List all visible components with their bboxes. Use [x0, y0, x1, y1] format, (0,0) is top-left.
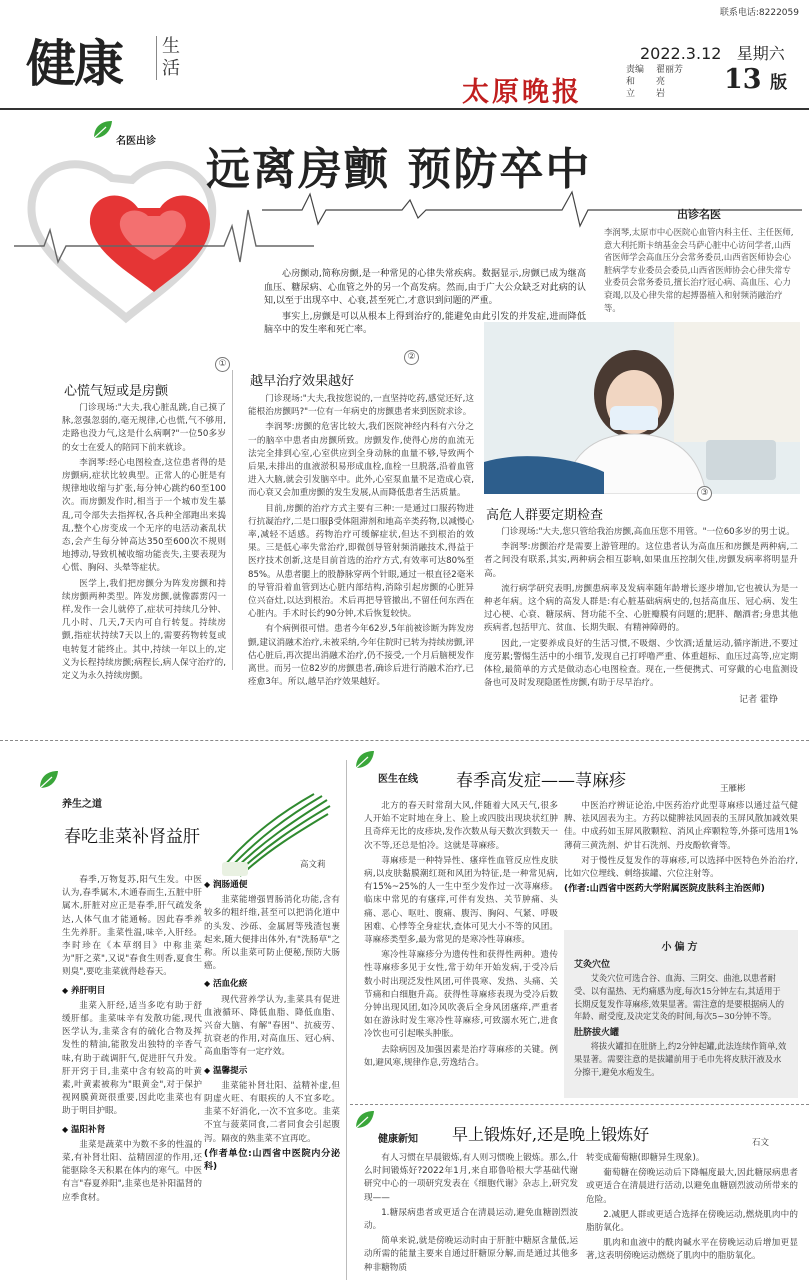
hives-author: 王雁彬	[720, 784, 746, 794]
reporter-credit: 记者 霍铮	[739, 695, 778, 706]
section-body-3: 门诊现场:"大夫,您只管给我治房颤,高血压您不用管。"一位60多岁的男士说。 李润琴:房颤治疗是需要上游管理的。这位患者认为高血压和房颤是两种病,二者之间没有联系,其实,两种病会相互影响,如果血压控制欠佳,房颤发病率将明显升高。 流行病学研究表明,房颤患病率及发病率随年龄增长逐步增加,它也被认为是一种老年病。这个病的高发人群是:有心脏基础病病史的,包括高血压、冠心病、发生过心梗、心衰、糖尿病、肾功能不全、心脏瓣膜有问题的;肥胖、酗酒者;身患其他疾病者,包括甲亢、贫血、长期失眠、有精神障碍的。 因此,一定要养成良好的生活习惯,不吸烟、少饮酒;适量运动,循序渐进,不要过度劳累;警惕生活中的小细节,发现自己打呼噜严重、体重超标、血压过高等,应定期体检,最简单的方式是做动态心电图检查。现在,一些便携式、可穿戴的心电监测设备也可及时发现隐匿性房颤,有助于尽早治疗。 记者 霍铮	[484, 526, 798, 708]
leaf-icon	[36, 768, 60, 792]
chives-author: 高文莉	[300, 860, 326, 870]
section-number-2: ②	[404, 350, 419, 365]
exercise-headline: 早上锻炼好,还是晚上锻炼好	[452, 1125, 650, 1144]
section-divider	[350, 1104, 809, 1105]
hives-source: (作者:山西省中医药大学附属医院皮肤科主治医师)	[564, 884, 765, 895]
leaf-icon	[352, 1108, 376, 1132]
column-tag-health: 养生之道	[62, 799, 102, 810]
hives-body-right: 中医治疗辨证论治,中医药治疗此型荨麻疹以通过益气健脾、祛风固表为主。方药以健脾祛风固表的玉屏风散加减效果佳。中成药如玉屏风散颗粒、消风止痒颗粒等,外搽可选用1%薄荷三黄洗剂、炉甘石洗剂、丹皮酚软膏等。 对于慢性反复发作的荨麻疹,可以选择中医特色外治治疗,比如穴位埋线、刺络拔罐、穴位注射等。 (作者:山西省中医药大学附属医院皮肤科主治医师)	[564, 800, 798, 898]
remedy-title: 小偏方	[661, 942, 701, 953]
exercise-body-left: 有人习惯在早晨锻炼,有人则习惯晚上锻炼。那么,什么时间锻炼好?2022年1月,来自耶鲁哈根大学基础代谢研究中心的一项研究发表在《细胞代谢》杂志上,研究发现—— 1.糖尿病患者或更适合在清晨运动,避免血糖剧烈波动。 简单来说,就是傍晚运动时由于肝脏中糖原含量低,运动所需的能量主要来自通过肝糖原分解,而是通过其他多种非糖物质	[364, 1153, 578, 1273]
chives-body-right: ◆ 润肠通便 韭菜能增强胃肠消化功能,含有较多的粗纤维,甚至可以把消化道中的头发、沙砾、金属屑等残渣包裹起来,随大便排出体外,有"洗肠草"之称。所以韭菜可防止便秘,预防大肠癌。 ◆ 活血化瘀 现代营养学认为,韭菜具有促进血液循环、降低血脂、降低血脂、兴奋大脑、有解"春困"、抗疲劳、抗衰老的作用,对高血压、冠心病、高血脂等有一定疗效。 ◆ 温馨提示 韭菜能补肾壮阳、益精补虚,但阴虚火旺、有眼疾的人不宜多吃。韭菜不好消化,一次不宜多吃。韭菜不宜与菠菜同食,二者同食会引起腹泻。隔夜的熟韭菜不宜再吃。 (作者单位:山西省中医院内分泌科)	[204, 874, 340, 1176]
remedy-box: 小偏方 艾灸穴位 艾灸穴位可选合谷、血海、三阴交、曲池,以患者耐受、以有温热、无灼痛感为度,每次15分钟左右,其适用于长期反复发作荨麻疹,效果显著。需注意的是要根据病人的年龄、耐受度,及决定艾灸的时间,每次5~30分钟不等。 肚脐拔火罐 将拔火罐扣在肚脐上,约2分钟起罐,此法连续作简单,效果显著。需要注意的是拔罐前用于毛巾先将皮肤汗液及水分擦干,避免水疱发生。	[564, 930, 798, 1098]
section-body-1: 门诊现场:"大夫,我心脏乱跳,自己摸了脉,忽强忽弱的,毫无规律,心也慌,气不够用,走路也没力气,这是什么病啊?"一位50多岁的女士在爱人的陪同下前来就诊。 李润琴:经心电图检查,这位患者得的是房颤病,症状比较典型。正常人的心脏是有规律地收缩与扩张,每分钟心跳约60至100次。而房颤发作时,相当于一个城市发生暴乱,司令部失去指挥权,各兵种全部跑出来捣乱,整个心房变成一个无序的电活动紊乱状态,会产生每分钟高达350至600次不规则地搏动,导致机械收缩功能丧失,主要表现为心慌、胸闷、头晕等症状。 医学上,我们把房颤分为阵发房颤和持续房颤两种类型。阵发房颤,就像霹雳闪一样,发作一会儿就停了,症状可持续几分钟、几小时、几天,7天内可自行转复。持续房颤,指症状持续7天以上的,需要药物转复或电转复才能终止。其中,持续一年以上的,定义为长程持续房颤;病程长,病人保守治疗的,定义为永久持续房颤。	[62, 403, 226, 682]
section-brand: 健康	[26, 34, 122, 93]
exercise-body-right: 转变成葡萄糖(即糖异生现象)。 葡萄糖在傍晚运动后下降幅度最大,因此糖尿病患者或更适合在清晨进行活动,以避免血糖剧烈波动所带来的危险。 2.减肥人群或更适合选择在傍晚运动,燃烧肌肉中的脂肪氧化。 肌肉和血液中的酰肉碱水平在傍晚运动后增加更显著,这表明傍晚运动燃烧了肌肉中的脂肪氧化。	[586, 1153, 798, 1262]
chives-body-left: 春季,万物复苏,阳气生发。中医认为,春季属木,木通春而生,五脏中肝属木,肝脏对应正是春季,肝气疏发条达,人体气血才能通畅。因此春季养生先养肝。韭菜性温,味辛,入肝经。李时珍在《本草纲目》中称韭菜为"肝之菜",又说"春食生则香,夏食生则臭",要吃韭菜就得趁春天。 ◆ 养肝明目 韭菜入肝经,适当多吃有助于舒缓肝郁。韭菜味辛有发散功能,现代医学认为,韭菜含有的硫化合物及挥发性的精油,能散发出独特的辛香气味,有助于疏调肝气,促进肝气升发。肝开窍于目,韭菜中含有较高的叶黄素,叶黄素被称为"眼黄金",对于保护视网膜黄斑很重要,因此吃韭菜也有助于明目护眼。 ◆ 温阳补肾 韭菜是蔬菜中为数不多的性温的菜,有补肾壮阳、益精固涩的作用,还能驱除冬天积累在体内的寒气。中医有言"春夏养阳",韭菜也是补阳温肾的应季食材。	[62, 874, 202, 1207]
feature-headline: 远离房颤 预防卒中	[206, 144, 592, 195]
hotline: 联系电话:8222059	[719, 8, 799, 18]
section-brand-sub: 生活	[156, 36, 182, 80]
column-divider	[232, 370, 233, 670]
section-divider	[0, 740, 809, 741]
column-tag-news: 健康新知	[378, 1134, 418, 1145]
section-body-2: 门诊现场:"大夫,我按您说的,一直坚持吃药,感觉还好,这能根治房颤吗?"一位有一年病史的房颤患者来到医院求诊。 李润琴:房颤的危害比较大,我们医院神经内科有六分之一的脑卒中患者由房颤所致。房颤发作,使得心房的血流无法完全排到心室,心室供应到全身动脉的血量不够,导致两个后果,未排出的血液淤积易形成血栓,血栓一旦脱落,沿着血管进入大脑,就会引发脑卒中。此外,心室泵血量不足造成心衰,而心衰又会加重房颤的发生发展,从而降低患者生活质量。 目前,房颤的治疗方式主要有三种:一是通过口服药物进行抗凝治疗,二是口服β受体阻滞剂和地高辛类药物,以减慢心率,减轻不适感。药物治疗可缓解症状,但达不到根治的效果。三是低心率失常治疗,即微创导管射频消融技术,得益于医疗技术创新,这是目前首选的治疗方式,有效率可达80%至85%。从患者腿上的股静脉穿两个针眼,通过一根直径2毫米的导管沿着血管到达心脏内部结构,消除引起房颤的心脏异位兴奋灶,以达到根治。术后再把导管撤出,不留任何东西在心脏内。手术时长约90分钟,术后恢复较快。 有个病例很可惜。患者今年62岁,5年前被诊断为阵发房颤,建议消融术治疗,未被采纳,今年住院时已转为持续房颤,评估心脏后,再次提出消融术治疗,仍不接受,一个月后脑梗发作离世。而另一位82岁的房颤患者,确诊后进行消融术治疗,已痊愈3年。所以,越早治疗效果越好。	[248, 394, 474, 688]
newspaper-logo: 太原晚报	[462, 77, 582, 108]
expert-profile	[604, 206, 794, 314]
feature-intro: 心房颤动,简称房颤,是一种常见的心律失常疾病。数据显示,房颤已成为继高血压、糖尿病、心血管之外的另一个高发病。然而,由于广大公众缺乏对此病的认知,以至于出现卒中、心衰,甚至死亡,才意识到问题的严重。 事实上,房颤是可以从根本上得到治疗的,能避免由此引发的并发症,进而降低脑卒中的发生率和死亡率。	[264, 269, 586, 335]
section-title-2: 越早治疗效果越好	[250, 374, 355, 389]
doctor-illustration	[484, 322, 800, 494]
issue-date: 2022.3.12 星期六	[640, 44, 785, 63]
exercise-author: 石文	[752, 1138, 770, 1148]
column-tag-clinic: 名医出诊	[116, 136, 156, 147]
expert-heading: 出诊名医	[677, 208, 721, 221]
section-title-1: 心慌气短或是房颤	[64, 384, 169, 399]
page-number: 13 版	[724, 64, 788, 95]
chives-source: (作者单位:山西省中医院内分泌科)	[204, 1148, 340, 1173]
column-divider	[346, 760, 347, 1280]
hives-headline: 春季高发症——荨麻疹	[456, 771, 626, 791]
column-tag-doctor: 医生在线	[378, 774, 418, 785]
hives-body-left: 北方的春天时常刮大风,伴随着大风天气,很多人开始不定时地在身上、脸上或四肢出现块状红肿且奇痒无比的皮疹块,发作次数从每天数次到数天一次不等,还总是怕冷。这就是荨麻疹。 荨麻疹是一种特异性、瘙痒性血管反应性皮肤病,以皮肤黏膜潮红斑和风团为特征,是一种常见病,有15%~25%的人一生中至少发作过一次荨麻疹。临床中常见的有瘙痒,可伴有发热、关节肿痛、头痛、恶心、呕吐、腹痛、腹泻、胸闷、气紧、呼吸困难、心悸等全身症状,查体可见大小不等的风团。荨麻疹类型多,最为常见的是寒冷性荨麻疹。 寒冷性荨麻疹分为遗传性和获得性两种。遗传性荨麻疹多见于女性,常于幼年开始发病,于受冷后数小时出现泛发性风团,可伴畏寒、发热、头痛、关节痛和白细胞升高。获得性荨麻疹表现为受冷后数分钟出现风团,如冷风吹袭后全身风团瘙痒,严重者如在游泳时发生寒冷性荨麻疹,可致溺水死亡,进食冷饮也可引起喉头肿胀。 去除病因及加强因素是治疗荨麻疹的关键。例如,避风寒,规律作息,劳逸结合。	[364, 801, 558, 1068]
header-rule	[0, 108, 809, 110]
section-number-3: ③	[697, 486, 712, 501]
section-title-3: 高危人群要定期检查	[486, 508, 604, 523]
leaf-icon	[352, 748, 376, 772]
chives-headline: 春吃韭菜补肾益肝	[64, 827, 200, 847]
doctor-photo	[484, 322, 800, 494]
expert-bio: 李润琴,太原市中心医院心血管内科主任、主任医师,意大利托斯卡纳基金会马萨心脏中心访问学者,山西省医师学会高血压分会常务委员,山西省医师协会心脏病学专业委员会委员,山西省医师协会心律失常专业委员会常务委员,擅长治疗冠心病、高血压、心力衰竭,以及心律失常的起搏器植入和射频消融治疗等。	[604, 227, 794, 313]
section-number-1: ①	[215, 357, 230, 372]
editor-credits: 责编 翟丽芳 和 亮 立 岩	[626, 65, 684, 99]
